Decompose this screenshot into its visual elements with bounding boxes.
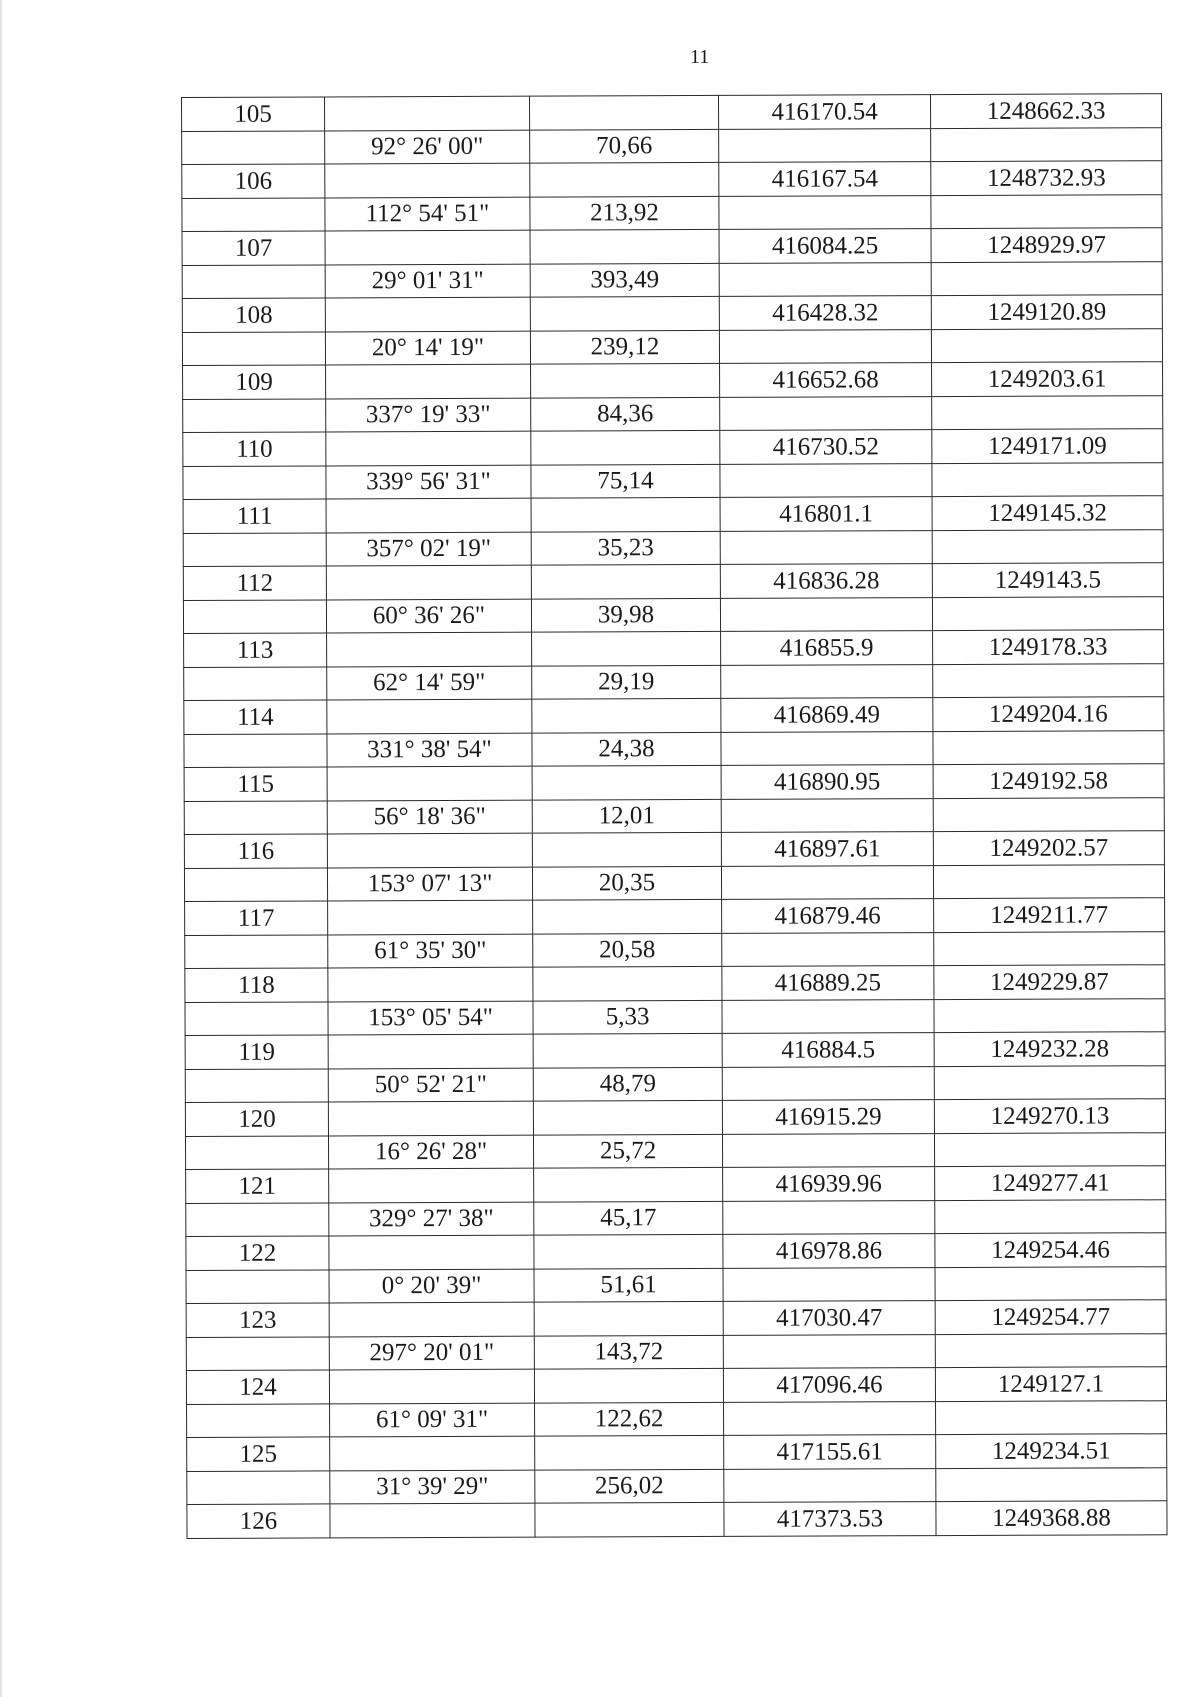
- y-coordinate-cell: 1249192.58: [933, 764, 1164, 798]
- distance-cell: 239,12: [530, 330, 719, 364]
- x-coordinate-cell: [724, 1401, 936, 1435]
- point-row: [185, 898, 1165, 935]
- point-number-cell: [184, 733, 327, 767]
- point-row: [186, 1233, 1166, 1270]
- y-coordinate-cell: [936, 1400, 1167, 1434]
- direction-angle-cell: [326, 431, 531, 465]
- x-coordinate-cell: 417096.46: [723, 1368, 935, 1402]
- point-number-cell: 110: [183, 432, 326, 466]
- distance-cell: 5,33: [533, 1000, 722, 1034]
- y-coordinate-cell: [931, 261, 1162, 295]
- x-coordinate-cell: 416167.54: [719, 162, 931, 196]
- x-coordinate-cell: 416889.25: [722, 966, 934, 1000]
- point-number-cell: 108: [182, 298, 325, 332]
- segment-row: [185, 1132, 1165, 1169]
- direction-angle-cell: [326, 364, 531, 398]
- direction-angle-cell: 20° 14' 19": [325, 331, 530, 365]
- point-number-cell: 107: [182, 231, 325, 265]
- point-row: [183, 362, 1163, 399]
- direction-angle-cell: 62° 14' 59": [327, 666, 532, 700]
- coordinates-table: [181, 93, 1168, 1538]
- distance-cell: 20,58: [533, 933, 722, 967]
- coordinates-table-container: [181, 93, 1167, 1538]
- y-coordinate-cell: [933, 797, 1164, 831]
- x-coordinate-cell: 417030.47: [723, 1301, 935, 1335]
- y-coordinate-cell: 1249120.89: [931, 295, 1162, 329]
- point-row: [186, 1367, 1166, 1404]
- x-coordinate-cell: [722, 999, 934, 1033]
- distance-cell: 20,35: [532, 866, 721, 900]
- y-coordinate-cell: 1249178.33: [933, 630, 1164, 664]
- segment-row: [182, 261, 1162, 298]
- direction-angle-cell: [328, 1101, 533, 1135]
- point-row: [185, 1032, 1165, 1069]
- y-coordinate-cell: [931, 194, 1162, 228]
- distance-cell: 24,38: [532, 732, 721, 766]
- y-coordinate-cell: 1249145.32: [932, 496, 1163, 530]
- y-coordinate-cell: [932, 462, 1163, 496]
- y-coordinate-cell: 1249277.41: [935, 1166, 1166, 1200]
- point-row: [184, 630, 1164, 667]
- point-number-cell: [184, 666, 327, 700]
- direction-angle-cell: [329, 1302, 534, 1336]
- segment-row: [187, 1400, 1167, 1437]
- y-coordinate-cell: [932, 529, 1163, 563]
- segment-row: [186, 1199, 1166, 1236]
- x-coordinate-cell: [720, 530, 932, 564]
- distance-cell: [533, 899, 722, 933]
- direction-angle-cell: 329° 27' 38": [329, 1202, 534, 1236]
- point-row: [184, 831, 1164, 868]
- distance-cell: 39,98: [531, 598, 720, 632]
- x-coordinate-cell: [719, 195, 931, 229]
- direction-angle-cell: 31° 39' 29": [330, 1470, 535, 1504]
- segment-row: [182, 127, 1162, 164]
- point-number-cell: [183, 599, 326, 633]
- x-coordinate-cell: 416879.46: [722, 899, 934, 933]
- segment-row: [183, 596, 1163, 633]
- distance-cell: [530, 296, 719, 330]
- point-row: [187, 1501, 1167, 1538]
- x-coordinate-cell: 417155.61: [724, 1435, 936, 1469]
- point-number-cell: [182, 264, 325, 298]
- distance-cell: [532, 631, 721, 665]
- y-coordinate-cell: [934, 1065, 1165, 1099]
- point-number-cell: [187, 1403, 330, 1437]
- y-coordinate-cell: 1249143.5: [932, 563, 1163, 597]
- point-number-cell: [185, 1135, 328, 1169]
- segment-row: [182, 194, 1162, 231]
- y-coordinate-cell: [934, 998, 1165, 1032]
- distance-cell: [530, 229, 719, 263]
- x-coordinate-cell: 416890.95: [721, 765, 933, 799]
- point-number-cell: [187, 1470, 330, 1504]
- distance-cell: [535, 1502, 724, 1536]
- x-coordinate-cell: [721, 664, 933, 698]
- direction-angle-cell: [327, 766, 532, 800]
- x-coordinate-cell: [723, 1334, 935, 1368]
- y-coordinate-cell: 1249254.77: [935, 1300, 1166, 1334]
- point-number-cell: [186, 1269, 329, 1303]
- point-number-cell: 122: [186, 1236, 329, 1270]
- point-row: [186, 1300, 1166, 1337]
- y-coordinate-cell: [933, 730, 1164, 764]
- x-coordinate-cell: [721, 865, 933, 899]
- x-coordinate-cell: 416801.1: [720, 497, 932, 531]
- y-coordinate-cell: 1249234.51: [936, 1434, 1167, 1468]
- x-coordinate-cell: [720, 597, 932, 631]
- distance-cell: [532, 698, 721, 732]
- distance-cell: 45,17: [534, 1201, 723, 1235]
- x-coordinate-cell: 416855.9: [721, 631, 933, 665]
- y-coordinate-cell: 1249270.13: [934, 1099, 1165, 1133]
- distance-cell: [533, 1100, 722, 1134]
- page-number: 11: [690, 46, 710, 68]
- x-coordinate-cell: [722, 932, 934, 966]
- distance-cell: [534, 1167, 723, 1201]
- point-number-cell: [183, 465, 326, 499]
- distance-cell: [532, 765, 721, 799]
- y-coordinate-cell: 1249202.57: [933, 831, 1164, 865]
- x-coordinate-cell: [722, 1066, 934, 1100]
- y-coordinate-cell: 1249203.61: [932, 362, 1163, 396]
- x-coordinate-cell: [721, 798, 933, 832]
- segment-row: [183, 395, 1163, 432]
- direction-angle-cell: [329, 1369, 534, 1403]
- point-number-cell: 105: [182, 97, 325, 131]
- direction-angle-cell: [329, 1168, 534, 1202]
- direction-angle-cell: 337° 19' 33": [326, 398, 531, 432]
- distance-cell: [530, 162, 719, 196]
- distance-cell: 25,72: [533, 1134, 722, 1168]
- distance-cell: 75,14: [531, 464, 720, 498]
- distance-cell: [531, 363, 720, 397]
- point-number-cell: 112: [183, 566, 326, 600]
- segment-row: [186, 1333, 1166, 1370]
- x-coordinate-cell: 416836.28: [720, 564, 932, 598]
- segment-row: [187, 1467, 1167, 1504]
- y-coordinate-cell: 1249171.09: [932, 429, 1163, 463]
- distance-cell: [531, 430, 720, 464]
- distance-cell: [534, 1368, 723, 1402]
- distance-cell: [534, 1301, 723, 1335]
- y-coordinate-cell: 1249254.46: [935, 1233, 1166, 1267]
- x-coordinate-cell: [723, 1200, 935, 1234]
- direction-angle-cell: [325, 163, 530, 197]
- x-coordinate-cell: 416170.54: [718, 95, 930, 129]
- direction-angle-cell: [326, 565, 531, 599]
- segment-row: [184, 663, 1164, 700]
- point-number-cell: [182, 197, 325, 231]
- point-number-cell: [184, 867, 327, 901]
- segment-row: [184, 797, 1164, 834]
- segment-row: [182, 328, 1162, 365]
- x-coordinate-cell: [720, 396, 932, 430]
- point-number-cell: [183, 398, 326, 432]
- x-coordinate-cell: [719, 329, 931, 363]
- distance-cell: 35,23: [531, 531, 720, 565]
- x-coordinate-cell: 416428.32: [719, 296, 931, 330]
- direction-angle-cell: 61° 09' 31": [330, 1403, 535, 1437]
- direction-angle-cell: 112° 54' 51": [325, 197, 530, 231]
- direction-angle-cell: 16° 26' 28": [328, 1135, 533, 1169]
- direction-angle-cell: [328, 900, 533, 934]
- point-number-cell: 116: [184, 834, 327, 868]
- point-row: [182, 228, 1162, 265]
- point-number-cell: 123: [186, 1303, 329, 1337]
- direction-angle-cell: 331° 38' 54": [327, 733, 532, 767]
- segment-row: [185, 1065, 1165, 1102]
- distance-cell: [533, 966, 722, 1000]
- point-row: [187, 1434, 1167, 1471]
- direction-angle-cell: 29° 01' 31": [325, 264, 530, 298]
- point-row: [183, 496, 1163, 533]
- distance-cell: 393,49: [530, 263, 719, 297]
- point-number-cell: 125: [187, 1437, 330, 1471]
- point-number-cell: 114: [184, 700, 327, 734]
- distance-cell: 84,36: [531, 397, 720, 431]
- point-number-cell: [185, 1068, 328, 1102]
- point-number-cell: 126: [187, 1504, 330, 1538]
- y-coordinate-cell: 1249229.87: [934, 965, 1165, 999]
- segment-row: [185, 998, 1165, 1035]
- x-coordinate-cell: 416730.52: [720, 430, 932, 464]
- direction-angle-cell: 297° 20' 01": [329, 1336, 534, 1370]
- direction-angle-cell: 60° 36' 26": [326, 599, 531, 633]
- y-coordinate-cell: [931, 328, 1162, 362]
- distance-cell: 256,02: [535, 1469, 724, 1503]
- distance-cell: 213,92: [530, 196, 719, 230]
- direction-angle-cell: [328, 967, 533, 1001]
- y-coordinate-cell: 1248662.33: [930, 94, 1161, 128]
- direction-angle-cell: [329, 1235, 534, 1269]
- distance-cell: 48,79: [533, 1067, 722, 1101]
- direction-angle-cell: 153° 05' 54": [328, 1001, 533, 1035]
- direction-angle-cell: [326, 498, 531, 532]
- y-coordinate-cell: [935, 1266, 1166, 1300]
- segment-row: [183, 529, 1163, 566]
- distance-cell: 29,19: [532, 665, 721, 699]
- point-row: [186, 1166, 1166, 1203]
- x-coordinate-cell: 416084.25: [719, 229, 931, 263]
- x-coordinate-cell: [720, 463, 932, 497]
- point-number-cell: 118: [185, 968, 328, 1002]
- point-number-cell: 109: [183, 365, 326, 399]
- direction-angle-cell: [327, 833, 532, 867]
- point-number-cell: [185, 1001, 328, 1035]
- direction-angle-cell: [330, 1503, 535, 1537]
- direction-angle-cell: 153° 07' 13": [327, 867, 532, 901]
- x-coordinate-cell: 416978.86: [723, 1234, 935, 1268]
- distance-cell: [535, 1435, 724, 1469]
- distance-cell: [532, 832, 721, 866]
- direction-angle-cell: [330, 1436, 535, 1470]
- segment-row: [184, 730, 1164, 767]
- distance-cell: [531, 564, 720, 598]
- direction-angle-cell: [328, 1034, 533, 1068]
- x-coordinate-cell: [722, 1133, 934, 1167]
- direction-angle-cell: 0° 20' 39": [329, 1269, 534, 1303]
- direction-angle-cell: [325, 230, 530, 264]
- point-row: [184, 764, 1164, 801]
- point-number-cell: 119: [185, 1035, 328, 1069]
- y-coordinate-cell: [932, 395, 1163, 429]
- distance-cell: 70,66: [530, 129, 719, 163]
- distance-cell: 143,72: [534, 1335, 723, 1369]
- y-coordinate-cell: 1249204.16: [933, 697, 1164, 731]
- x-coordinate-cell: [719, 128, 931, 162]
- y-coordinate-cell: [933, 663, 1164, 697]
- segment-row: [183, 462, 1163, 499]
- coordinates-table-body: [182, 94, 1168, 1538]
- point-number-cell: [182, 331, 325, 365]
- point-number-cell: 113: [184, 633, 327, 667]
- y-coordinate-cell: [932, 596, 1163, 630]
- point-number-cell: 120: [185, 1102, 328, 1136]
- x-coordinate-cell: [721, 731, 933, 765]
- y-coordinate-cell: 1248929.97: [931, 228, 1162, 262]
- distance-cell: [534, 1234, 723, 1268]
- x-coordinate-cell: [724, 1468, 936, 1502]
- point-number-cell: [186, 1336, 329, 1370]
- x-coordinate-cell: 416869.49: [721, 698, 933, 732]
- point-number-cell: 115: [184, 767, 327, 801]
- direction-angle-cell: 357° 02' 19": [326, 532, 531, 566]
- y-coordinate-cell: 1249127.1: [935, 1367, 1166, 1401]
- y-coordinate-cell: [934, 931, 1165, 965]
- direction-angle-cell: 339° 56' 31": [326, 465, 531, 499]
- direction-angle-cell: [325, 297, 530, 331]
- direction-angle-cell: 56° 18' 36": [327, 800, 532, 834]
- y-coordinate-cell: 1248732.93: [931, 161, 1162, 195]
- point-number-cell: [184, 800, 327, 834]
- point-number-cell: [183, 532, 326, 566]
- point-row: [183, 563, 1163, 600]
- segment-row: [186, 1266, 1166, 1303]
- point-number-cell: 124: [186, 1370, 329, 1404]
- y-coordinate-cell: [935, 1333, 1166, 1367]
- distance-cell: [531, 497, 720, 531]
- point-number-cell: [182, 130, 325, 164]
- y-coordinate-cell: [934, 1132, 1165, 1166]
- direction-angle-cell: 61° 35' 30": [328, 934, 533, 968]
- x-coordinate-cell: 416652.68: [720, 363, 932, 397]
- x-coordinate-cell: [719, 262, 931, 296]
- scan-edge-shadow: [0, 0, 3, 1697]
- x-coordinate-cell: 417373.53: [724, 1502, 936, 1536]
- y-coordinate-cell: 1249232.28: [934, 1032, 1165, 1066]
- y-coordinate-cell: [933, 864, 1164, 898]
- point-row: [182, 94, 1162, 131]
- point-number-cell: 111: [183, 499, 326, 533]
- point-number-cell: 121: [186, 1169, 329, 1203]
- distance-cell: 12,01: [532, 799, 721, 833]
- distance-cell: [529, 95, 718, 129]
- segment-row: [185, 931, 1165, 968]
- direction-angle-cell: 92° 26' 00": [325, 130, 530, 164]
- y-coordinate-cell: 1249211.77: [934, 898, 1165, 932]
- point-number-cell: 106: [182, 164, 325, 198]
- y-coordinate-cell: [931, 127, 1162, 161]
- direction-angle-cell: [327, 699, 532, 733]
- distance-cell: [533, 1033, 722, 1067]
- direction-angle-cell: 50° 52' 21": [328, 1068, 533, 1102]
- direction-angle-cell: [325, 96, 530, 130]
- segment-row: [184, 864, 1164, 901]
- y-coordinate-cell: [935, 1199, 1166, 1233]
- point-number-cell: [186, 1202, 329, 1236]
- point-row: [185, 965, 1165, 1002]
- point-number-cell: [185, 934, 328, 968]
- point-row: [184, 697, 1164, 734]
- x-coordinate-cell: 416915.29: [722, 1100, 934, 1134]
- distance-cell: 51,61: [534, 1268, 723, 1302]
- point-row: [183, 429, 1163, 466]
- point-row: [185, 1099, 1165, 1136]
- point-row: [182, 295, 1162, 332]
- x-coordinate-cell: 416939.96: [723, 1167, 935, 1201]
- y-coordinate-cell: 1249368.88: [936, 1501, 1167, 1535]
- x-coordinate-cell: 416897.61: [721, 832, 933, 866]
- x-coordinate-cell: 416884.5: [722, 1033, 934, 1067]
- y-coordinate-cell: [936, 1467, 1167, 1501]
- direction-angle-cell: [327, 632, 532, 666]
- x-coordinate-cell: [723, 1267, 935, 1301]
- point-number-cell: 117: [185, 901, 328, 935]
- distance-cell: 122,62: [535, 1402, 724, 1436]
- point-row: [182, 161, 1162, 198]
